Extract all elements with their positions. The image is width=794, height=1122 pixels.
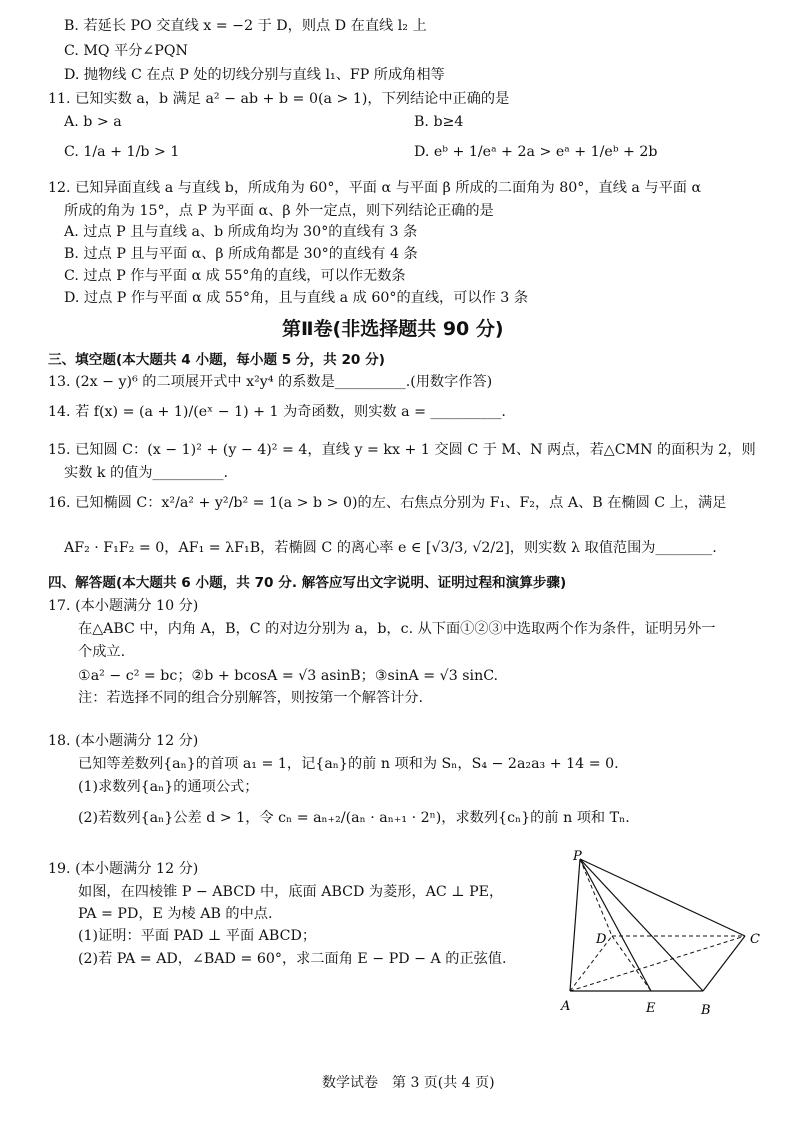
label-c: C — [750, 932, 760, 947]
q14: 14. 若 f(x) = (a + 1)/(eˣ − 1) + 1 为奇函数，则实数 a = __________. — [48, 404, 506, 420]
q12-option-a: A. 过点 P 且与直线 a、b 所成角均为 30°的直线有 3 条 — [64, 224, 418, 240]
q19-line2: PA = PD，E 为棱 AB 的中点. — [78, 906, 273, 922]
edge-pb — [580, 859, 703, 991]
q17-line1: 在△ABC 中，内角 A，B，C 的对边分别为 a，b，c. 从下面①②③中选取两个作为条件，证明另外一 — [78, 621, 716, 637]
q17-conditions: ①a² − c² = bc；②b + bcosA = √3 asinB；③sinA = √3 sinC. — [78, 668, 499, 684]
q10-option-b: B. 若延长 PO 交直线 x = −2 于 D，则点 D 在直线 l₂ 上 — [64, 18, 427, 34]
q19-header: 19. (本小题满分 12 分) — [48, 861, 199, 877]
q11-option-c: C. 1/a + 1/b > 1 — [64, 144, 180, 160]
q19-line1: 如图，在四棱锥 P − ABCD 中，底面 ABCD 为菱形，AC ⊥ PE， — [78, 884, 504, 900]
q18-part1: (1)求数列{aₙ}的通项公式； — [78, 779, 259, 795]
section-three-heading: 三、填空题(本大题共 4 小题，每小题 5 分，共 20 分) — [48, 352, 385, 368]
q12-stem-line2: 所成的角为 15°，点 P 为平面 α、β 外一定点，则下列结论正确的是 — [64, 203, 494, 219]
pyramid-figure — [555, 848, 775, 1023]
q11-stem: 11. 已知实数 a，b 满足 a² − ab + b = 0(a > 1)，下列结论中正确的是 — [48, 91, 510, 107]
edge-bc — [703, 936, 745, 991]
q12-option-b: B. 过点 P 且与平面 α、β 所成角都是 30°的直线有 4 条 — [64, 246, 418, 262]
q17-line2: 个成立. — [78, 644, 126, 660]
q19-part1: (1)证明：平面 PAD ⊥ 平面 ABCD； — [78, 928, 317, 944]
q17-header: 17. (本小题满分 10 分) — [48, 598, 199, 614]
label-d: D — [596, 932, 607, 947]
q18-part2: (2)若数列{aₙ}公差 d > 1，令 cₙ = aₙ₊₂/(aₙ · aₙ₊₁ · 2ⁿ)，求数列{cₙ}的前 n 项和 Tₙ. — [78, 810, 630, 826]
q12-option-d: D. 过点 P 作与平面 α 成 55°角，且与直线 a 成 60°的直线，可以作 3 条 — [64, 290, 529, 306]
q15-line1: 15. 已知圆 C：(x − 1)² + (y − 4)² = 4，直线 y = kx + 1 交圆 C 于 M、N 两点，若△CMN 的面积为 2，则 — [48, 442, 756, 458]
q11-option-a: A. b > a — [64, 114, 122, 130]
label-b: B — [701, 1003, 711, 1018]
edge-pd-hidden — [580, 859, 612, 936]
q15-line2: 实数 k 的值为__________. — [64, 465, 229, 481]
q12-option-c: C. 过点 P 作与平面 α 成 55°角的直线，可以作无数条 — [64, 268, 406, 284]
page-footer: 数学试卷 第 3 页(共 4 页) — [322, 1075, 495, 1091]
part-two-title: 第Ⅱ卷(非选择题共 90 分) — [282, 318, 504, 340]
q12-stem-line1: 12. 已知异面直线 a 与直线 b，所成角为 60°，平面 α 与平面 β 所成的二面角为 80°，直线 a 与平面 α — [48, 180, 702, 196]
segment-pe — [580, 859, 651, 991]
q18-header: 18. (本小题满分 12 分) — [48, 733, 199, 749]
edge-pc — [580, 859, 745, 936]
section-four-heading: 四、解答题(本大题共 6 小题，共 70 分. 解答应写出文字说明、证明过程和演算步骤) — [48, 575, 567, 591]
q18-line1: 已知等差数列{aₙ}的首项 a₁ = 1，记{aₙ}的前 n 项和为 Sₙ，S₄ − 2a₂a₃ + 14 = 0. — [78, 756, 619, 772]
q11-option-d: D. eᵇ + 1/eᵃ + 2a > eᵃ + 1/eᵇ + 2b — [414, 144, 658, 160]
q10-option-d: D. 抛物线 C 在点 P 处的切线分别与直线 l₁、FP 所成角相等 — [64, 67, 445, 83]
q13: 13. (2x − y)⁶ 的二项展开式中 x²y⁴ 的系数是__________.(用数字作答) — [48, 374, 493, 390]
label-e: E — [646, 1001, 656, 1016]
label-p: P — [573, 849, 582, 864]
q11-option-b: B. b≥4 — [414, 114, 464, 130]
q10-option-c: C. MQ 平分∠PQN — [64, 43, 188, 59]
q16-line1: 16. 已知椭圆 C：x²/a² + y²/b² = 1(a > b > 0)的左、右焦点分别为 F₁、F₂，点 A、B 在椭圆 C 上，满足 — [48, 495, 727, 511]
label-a: A — [561, 999, 571, 1014]
q17-note: 注：若选择不同的组合分别解答，则按第一个解答计分. — [78, 690, 424, 706]
q16-line2: AF₂ · F₁F₂ = 0，AF₁ = λF₁B，若椭圆 C 的离心率 e ∈ [√3/3, √2/2]，则实数 λ 取值范围为________. — [64, 540, 717, 556]
segment-de-hidden — [612, 936, 651, 991]
edge-pa — [570, 859, 580, 991]
q19-part2: (2)若 PA = AD，∠BAD = 60°，求二面角 E − PD − A 的正弦值. — [78, 951, 507, 967]
